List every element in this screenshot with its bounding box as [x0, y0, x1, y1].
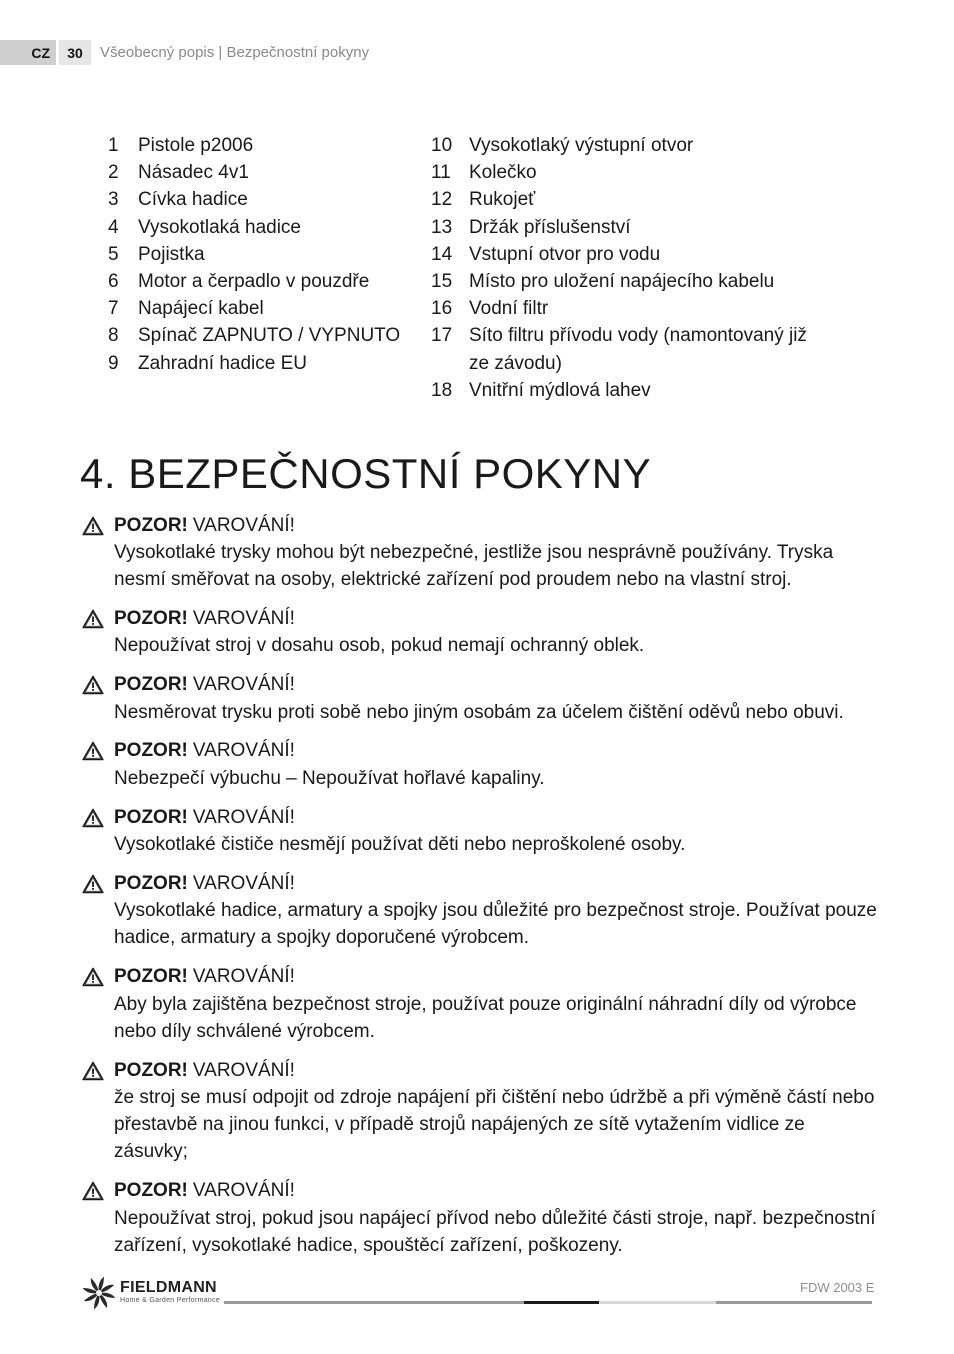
warning-label: VAROVÁNÍ! [192, 674, 295, 696]
parts-list-item [431, 377, 831, 404]
fan-logo-icon [82, 1276, 116, 1310]
warning-label: VAROVÁNÍ! [192, 1059, 295, 1081]
warning-text: Nepoužívat stroj, pokud jsou napájecí přívod nebo důležité části stroje, např. bezpečnostní zařízení, vysokotlaké hadice, spouštěcí zařízení, poškozeny. [114, 1207, 876, 1256]
footer-rule-segment [224, 1301, 524, 1304]
brand-tagline: Home & Garden Performance [120, 1297, 221, 1304]
parts-list-item [108, 186, 418, 213]
part-label: Cívka hadice [138, 189, 248, 211]
part-label: Síto filtru přívodu vody (namontovaný již ze závodu) [469, 325, 807, 374]
part-number: 8 [108, 325, 119, 347]
part-number: 9 [108, 352, 119, 374]
part-label: Vysokotlaký výstupní otvor [469, 135, 694, 156]
warning-label: VAROVÁNÍ! [192, 740, 295, 762]
part-label: Rukojeť [469, 189, 536, 211]
warning-caution-label: POZOR! [114, 514, 188, 536]
part-label: Vysokotlaká hadice [138, 216, 302, 238]
warning-heading [82, 672, 882, 699]
warning-triangle-icon [82, 741, 104, 761]
warning-text: Nesměrovat trysku proti sobě nebo jiným osobám za účelem čištění oděvů nebo obuvi. [114, 701, 844, 723]
warning-caution-label: POZOR! [114, 806, 188, 828]
parts-list-item [431, 186, 831, 213]
parts-list-item [431, 268, 831, 295]
warning-heading [82, 512, 882, 539]
part-label: Zahradní hadice EU [138, 352, 307, 374]
warning-caution-label: POZOR! [114, 674, 188, 696]
language-badge: CZ [0, 40, 56, 65]
part-number: 5 [108, 243, 119, 265]
warning-item [82, 1178, 882, 1259]
parts-list-item [431, 241, 831, 268]
warning-text: Aby byla zajištěna bezpečnost stroje, používat pouze originální náhradní díly od výrobce nebo díly schválené výrobcem. [114, 993, 857, 1042]
part-number: 11 [431, 162, 451, 184]
warning-triangle-icon [82, 675, 104, 695]
parts-list-item [108, 132, 418, 159]
part-label: Vnitřní mýdlová lahev [469, 379, 651, 401]
page-number: 30 [59, 40, 91, 65]
parts-list-item [108, 268, 418, 295]
part-label: Místo pro uložení napájecího kabelu [469, 271, 775, 293]
parts-list-item [108, 295, 418, 322]
warning-heading [82, 605, 882, 632]
part-label: Pistole p2006 [138, 135, 254, 156]
part-number: 15 [431, 271, 453, 293]
parts-list-left [108, 132, 418, 377]
parts-list-item [108, 214, 418, 241]
part-label: Násadec 4v1 [138, 162, 249, 184]
footer-rule-segment [599, 1301, 716, 1304]
part-label: Vodní filtr [469, 298, 549, 320]
warning-item [82, 804, 882, 858]
parts-list-item [108, 322, 418, 349]
footer-rule-segment [716, 1301, 872, 1304]
warning-text: Nebezpečí výbuchu – Nepoužívat hořlavé kapaliny. [114, 767, 545, 789]
warning-caution-label: POZOR! [114, 1180, 188, 1202]
part-number: 12 [431, 189, 453, 211]
warning-item [82, 964, 882, 1045]
warning-heading [82, 1178, 882, 1205]
part-number: 17 [431, 325, 453, 347]
warning-triangle-icon [82, 967, 104, 987]
warning-heading [82, 964, 882, 991]
warning-text: Vysokotlaké trysky mohou být nebezpečné, jestliže jsou nesprávně používány. Tryska nesmí směřovat na osoby, elektrické zařízení pod proudem nebo na vlastní stroj. [114, 542, 834, 591]
part-label: Držák příslušenství [469, 216, 631, 238]
parts-list-item [431, 132, 831, 159]
parts-list-item [431, 322, 831, 376]
warning-caution-label: POZOR! [114, 872, 188, 894]
warning-label: VAROVÁNÍ! [192, 806, 295, 828]
warning-text: Vysokotlaké čističe nesmějí používat děti nebo neproškolené osoby. [114, 834, 686, 856]
part-label: Motor a čerpadlo v pouzdře [138, 271, 370, 293]
warning-text: že stroj se musí odpojit od zdroje napájení při čištění nebo údržbě a při výměně částí nebo přestavbě na jinou funkci, v případě strojů napájených ze sítě vytažením vidlice ze zásuvky; [114, 1087, 875, 1163]
brand-name: FIELDMANN [120, 1279, 217, 1296]
parts-list-item [108, 241, 418, 268]
warnings-list [82, 512, 882, 1271]
part-number: 3 [108, 189, 119, 211]
parts-list-item [108, 350, 418, 377]
parts-list-item [108, 159, 418, 186]
part-label: Vstupní otvor pro vodu [469, 243, 661, 265]
warning-triangle-icon [82, 808, 104, 828]
part-number: 16 [431, 298, 453, 320]
warning-label: VAROVÁNÍ! [192, 966, 295, 988]
part-number: 13 [431, 216, 453, 238]
warning-heading [82, 804, 882, 831]
warning-heading [82, 738, 882, 765]
warning-triangle-icon [82, 1061, 104, 1081]
brand-logo [82, 1276, 220, 1310]
part-number: 4 [108, 216, 119, 238]
warning-heading [82, 870, 882, 897]
warning-caution-label: POZOR! [114, 966, 188, 988]
parts-list-item [431, 295, 831, 322]
warning-text: Vysokotlaké hadice, armatury a spojky jsou důležité pro bezpečnost stroje. Používat pouze hadice, armatury a spojky doporučené výrobcem. [114, 900, 877, 949]
warning-item [82, 512, 882, 593]
warning-label: VAROVÁNÍ! [192, 1180, 295, 1202]
warning-triangle-icon [82, 874, 104, 894]
part-label: Spínač ZAPNUTO / VYPNUTO [138, 325, 401, 347]
warning-item [82, 870, 882, 951]
warning-caution-label: POZOR! [114, 607, 188, 629]
warning-text: Nepoužívat stroj v dosahu osob, pokud nemají ochranný oblek. [114, 635, 645, 657]
parts-list-right [431, 132, 831, 404]
warning-triangle-icon [82, 516, 104, 536]
warning-item [82, 1057, 882, 1166]
part-number: 6 [108, 271, 119, 293]
warning-item [82, 672, 882, 726]
part-number: 1 [108, 135, 119, 156]
warning-item [82, 605, 882, 659]
parts-list-item [431, 214, 831, 241]
footer-rule-segment [524, 1301, 599, 1304]
parts-list-item [431, 159, 831, 186]
warning-label: VAROVÁNÍ! [192, 872, 295, 894]
warning-item [82, 738, 882, 792]
part-label: Kolečko [469, 162, 537, 184]
part-label: Pojistka [138, 243, 205, 265]
part-number: 18 [431, 379, 453, 401]
warning-triangle-icon [82, 1181, 104, 1201]
warning-label: VAROVÁNÍ! [192, 607, 295, 629]
warning-heading [82, 1057, 882, 1084]
part-number: 14 [431, 243, 453, 265]
breadcrumb: Všeobecný popis | Bezpečnostní pokyny [100, 44, 370, 61]
warning-caution-label: POZOR! [114, 1059, 188, 1081]
page-header [0, 40, 369, 65]
warning-caution-label: POZOR! [114, 740, 188, 762]
part-number: 10 [431, 135, 453, 156]
section-title: 4. BEZPEČNOSTNÍ POKYNY [80, 450, 652, 497]
warning-label: VAROVÁNÍ! [192, 514, 295, 536]
part-number: 2 [108, 162, 119, 184]
part-number: 7 [108, 298, 119, 320]
warning-triangle-icon [82, 609, 104, 629]
model-number: FDW 2003 E [800, 1280, 875, 1295]
part-label: Napájecí kabel [138, 298, 264, 320]
